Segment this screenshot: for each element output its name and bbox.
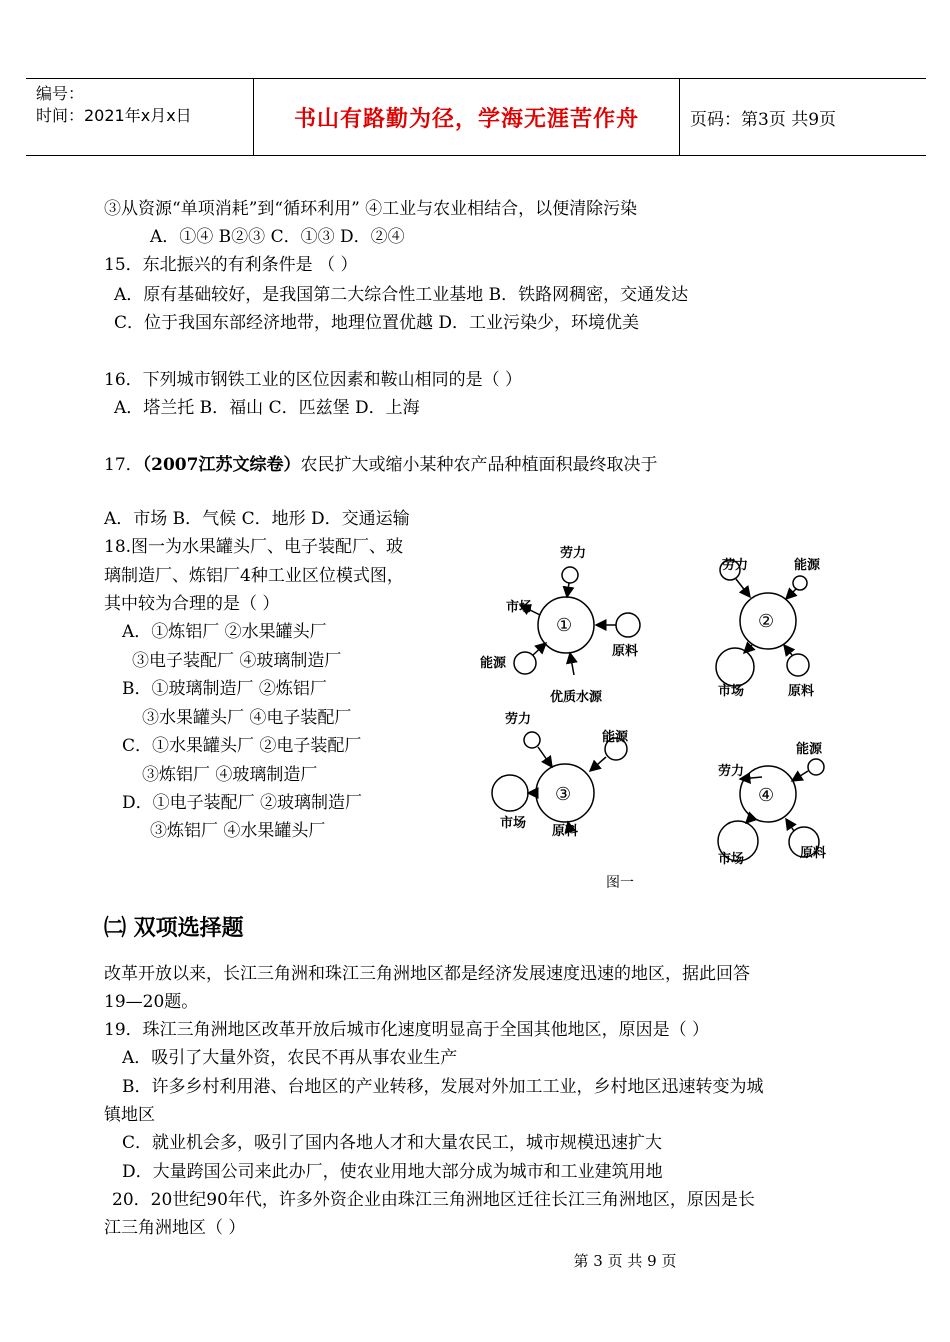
model-4-labor-label: 劳力 bbox=[718, 764, 745, 779]
q19-option-c: C．就业机会多，吸引了国内各地人才和大量农民工，城市规模迅速扩大 bbox=[122, 1133, 663, 1153]
q14-choices: A．①④ B②③ C．①③ D．②④ bbox=[150, 227, 405, 247]
model-1-energy bbox=[514, 652, 536, 674]
model-3-number: ③ bbox=[555, 784, 572, 805]
q18-stem-1: 18.图一为水果罐头厂、电子装配厂、玻 bbox=[104, 537, 404, 557]
q15-stem: 15．东北振兴的有利条件是 （ ） bbox=[104, 255, 358, 275]
model-3-market-label: 市场 bbox=[500, 816, 527, 831]
model-2-market bbox=[716, 648, 754, 686]
model-4-energy bbox=[808, 759, 824, 775]
q18-option-a-2: ③电子装配厂 ④玻璃制造厂 bbox=[132, 651, 342, 671]
q17-source: （2007江苏文综卷） bbox=[142, 455, 301, 475]
model-2-raw bbox=[787, 654, 809, 676]
q20-stem-1: 20．20世纪90年代，许多外资企业由珠江三角洲地区迁往长江三角洲地区，原因是长 bbox=[112, 1190, 755, 1210]
model-2-labor-label: 劳力 bbox=[722, 558, 749, 573]
q18-option-a-1: A．①炼铝厂 ②水果罐头厂 bbox=[122, 622, 327, 642]
model-2-energy-label: 能源 bbox=[794, 558, 821, 573]
q18-option-b-1: B．①玻璃制造厂 ②炼铝厂 bbox=[122, 679, 327, 699]
q16-stem: 16．下列城市钢铁工业的区位因素和鞍山相同的是（ ） bbox=[104, 370, 523, 390]
q18-option-b-2: ③水果罐头厂 ④电子装配厂 bbox=[142, 708, 352, 728]
model-3-market bbox=[492, 775, 528, 811]
header-page-number: 页码：第3页 共9页 bbox=[690, 109, 837, 130]
model-1-raw-label: 原料 bbox=[612, 644, 639, 659]
model-3-energy-label: 能源 bbox=[602, 730, 629, 745]
section-2-title: ㈡ 双项选择题 bbox=[104, 916, 244, 941]
model-1-water-label: 优质水源 bbox=[550, 690, 603, 705]
q19-option-a: A．吸引了大量外资，农民不再从事农业生产 bbox=[122, 1048, 458, 1068]
q19-option-d: D．大量跨国公司来此办厂，使农业用地大部分成为城市和工业建筑用地 bbox=[122, 1162, 663, 1182]
q17-number: 17． bbox=[104, 455, 143, 475]
q19-option-b-2: 镇地区 bbox=[104, 1105, 155, 1125]
q15-options-ab: A．原有基础较好，是我国第二大综合性工业基地 B．铁路网稠密，交通发达 bbox=[114, 285, 689, 305]
figure-1-location-models bbox=[470, 535, 870, 895]
header-meta bbox=[26, 79, 254, 155]
q17-stem bbox=[104, 450, 657, 475]
q18-option-c-2: ③炼铝厂 ④玻璃制造厂 bbox=[142, 765, 318, 785]
q15-options-cd: C．位于我国东部经济地带，地理位置优越 D．工业污染少，环境优美 bbox=[114, 313, 640, 333]
model-3-raw-label: 原料 bbox=[552, 824, 579, 839]
model-1-labor-label: 劳力 bbox=[560, 546, 587, 561]
q18-option-c-1: C．①水果罐头厂 ②电子装配厂 bbox=[122, 736, 362, 756]
model-2-market-label: 市场 bbox=[718, 684, 745, 699]
section-2-intro-2: 19—20题。 bbox=[104, 992, 199, 1012]
section-2-intro-1: 改革开放以来，长江三角洲和珠江三角洲地区都是经济发展速度迅速的地区，据此回答 bbox=[104, 964, 750, 984]
page-footer: 第 3 页 共 9 页 bbox=[573, 1252, 677, 1270]
model-1-number: ① bbox=[556, 615, 573, 636]
model-1-market-label: 市场 bbox=[506, 600, 533, 615]
model-2-number: ② bbox=[758, 611, 775, 632]
figure-caption: 图一 bbox=[606, 875, 634, 891]
model-4-energy-label: 能源 bbox=[796, 742, 823, 757]
model-1-labor bbox=[562, 567, 578, 583]
model-3-labor bbox=[524, 732, 540, 748]
header-motto: 书山有路勤为径，学海无涯苦作舟 bbox=[254, 79, 680, 155]
q19-stem: 19．珠江三角洲地区改革开放后城市化速度明显高于全国其他地区，原因是（ ） bbox=[104, 1020, 710, 1040]
q17-text: 农民扩大或缩小某种农产品种植面积最终取决于 bbox=[300, 455, 658, 475]
q18-option-d-2: ③炼铝厂 ④水果罐头厂 bbox=[150, 821, 326, 841]
q18-stem-2: 璃制造厂、炼铝厂4种工业区位模式图， bbox=[104, 566, 404, 586]
model-3-labor-label: 劳力 bbox=[505, 712, 532, 727]
time-label: 时间：2021年x月x日 bbox=[36, 106, 192, 125]
model-4-raw-label: 原料 bbox=[800, 846, 827, 861]
q19-option-b-1: B．许多乡村利用港、台地区的产业转移，发展对外加工工业，乡村地区迅速转变为城 bbox=[122, 1077, 764, 1097]
serial-label: 编号： bbox=[36, 84, 85, 103]
model-4-number: ④ bbox=[758, 785, 775, 806]
model-2-energy bbox=[793, 576, 807, 590]
model-1-energy-label: 能源 bbox=[480, 656, 507, 671]
q16-choices: A．塔兰托 B．福山 C．匹兹堡 D．上海 bbox=[114, 398, 420, 418]
model-2-raw-label: 原料 bbox=[788, 684, 815, 699]
q20-stem-2: 江三角洲地区（ ） bbox=[104, 1218, 246, 1238]
q18-stem-3: 其中较为合理的是（ ） bbox=[104, 594, 280, 614]
page-header bbox=[26, 78, 926, 156]
q17-choices: A．市场 B．气候 C．地形 D．交通运输 bbox=[104, 509, 410, 529]
model-1-raw bbox=[616, 613, 640, 637]
q18-option-d-1: D．①电子装配厂 ②玻璃制造厂 bbox=[122, 793, 363, 813]
q14-options-3-4: ③从资源“单项消耗”到“循环利用” ④工业与农业相结合，以便清除污染 bbox=[104, 199, 638, 219]
model-4-market-label: 市场 bbox=[718, 852, 745, 867]
